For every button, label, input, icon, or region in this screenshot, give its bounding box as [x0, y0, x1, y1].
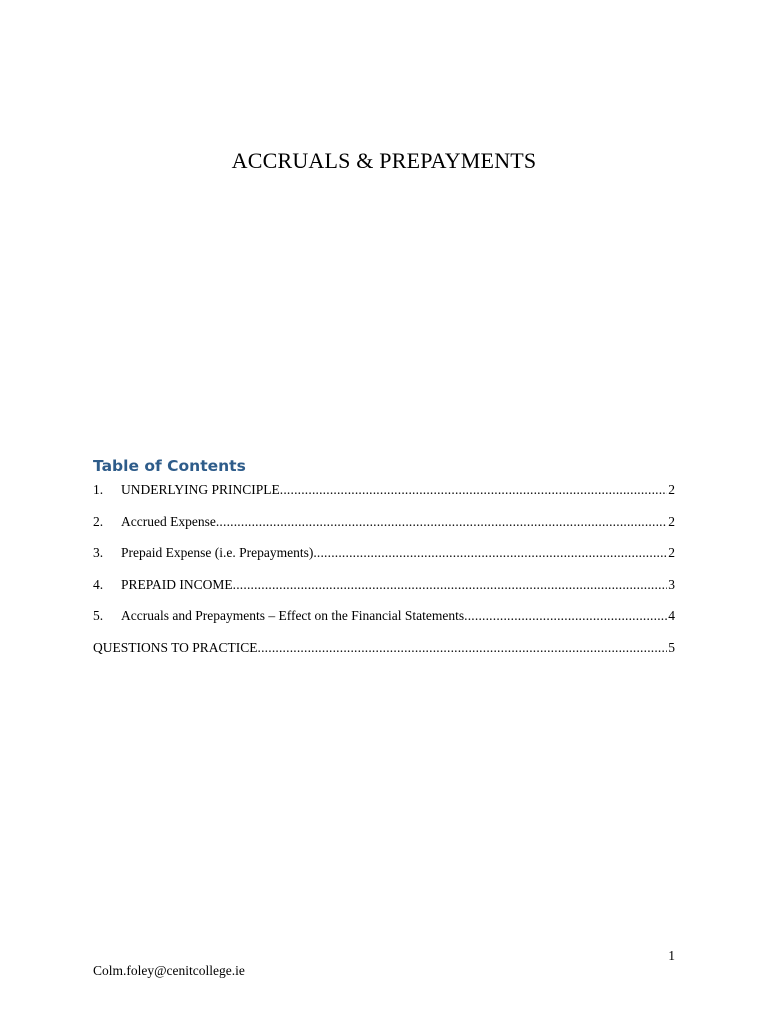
- toc-entry-title: UNDERLYING PRINCIPLE: [121, 482, 280, 497]
- toc-entry-number: 2.: [93, 513, 104, 529]
- toc-dot-leader: [313, 543, 667, 563]
- toc-dot-leader: [280, 480, 667, 500]
- toc-entry[interactable]: [93, 512, 675, 544]
- toc-list: [93, 480, 675, 669]
- toc-entry-page: 2: [668, 545, 675, 560]
- toc-entry-page: 2: [668, 482, 675, 497]
- toc-entry[interactable]: [93, 543, 675, 575]
- toc-entry[interactable]: [93, 638, 675, 670]
- toc-dot-leader: [464, 606, 667, 626]
- toc-entry[interactable]: [93, 480, 675, 512]
- toc-entry-number: 4.: [93, 576, 104, 592]
- toc-dot-leader: [216, 512, 667, 532]
- toc-entry-title: Accruals and Prepayments – Effect on the Financial Statements: [121, 608, 465, 623]
- toc-entry-page: 5: [668, 639, 675, 655]
- document-title: ACCRUALS & PREPAYMENTS: [231, 148, 537, 173]
- table-of-contents: [93, 455, 675, 669]
- toc-entry-number: 5.: [93, 608, 104, 623]
- toc-entry-title: PREPAID INCOME: [121, 576, 233, 592]
- footer-email: Colm.foley@cenitcollege.ie: [93, 963, 245, 978]
- toc-entry-page: 2: [668, 513, 675, 529]
- toc-entry[interactable]: [93, 606, 675, 638]
- toc-dot-leader: [258, 638, 668, 658]
- toc-entry-number: 1.: [93, 482, 104, 497]
- toc-dot-leader: [233, 575, 668, 595]
- toc-entry[interactable]: [93, 575, 675, 607]
- page-number: 1: [668, 948, 675, 963]
- toc-entry-page: 4: [668, 608, 675, 623]
- toc-entry-page: 3: [668, 576, 675, 592]
- toc-entry-number: 3.: [93, 545, 104, 560]
- toc-entry-title: Prepaid Expense (i.e. Prepayments): [121, 545, 314, 560]
- toc-entry-title: QUESTIONS TO PRACTICE: [93, 639, 258, 655]
- toc-heading: Table of Contents: [93, 457, 246, 475]
- toc-entry-title: Accrued Expense: [121, 513, 216, 529]
